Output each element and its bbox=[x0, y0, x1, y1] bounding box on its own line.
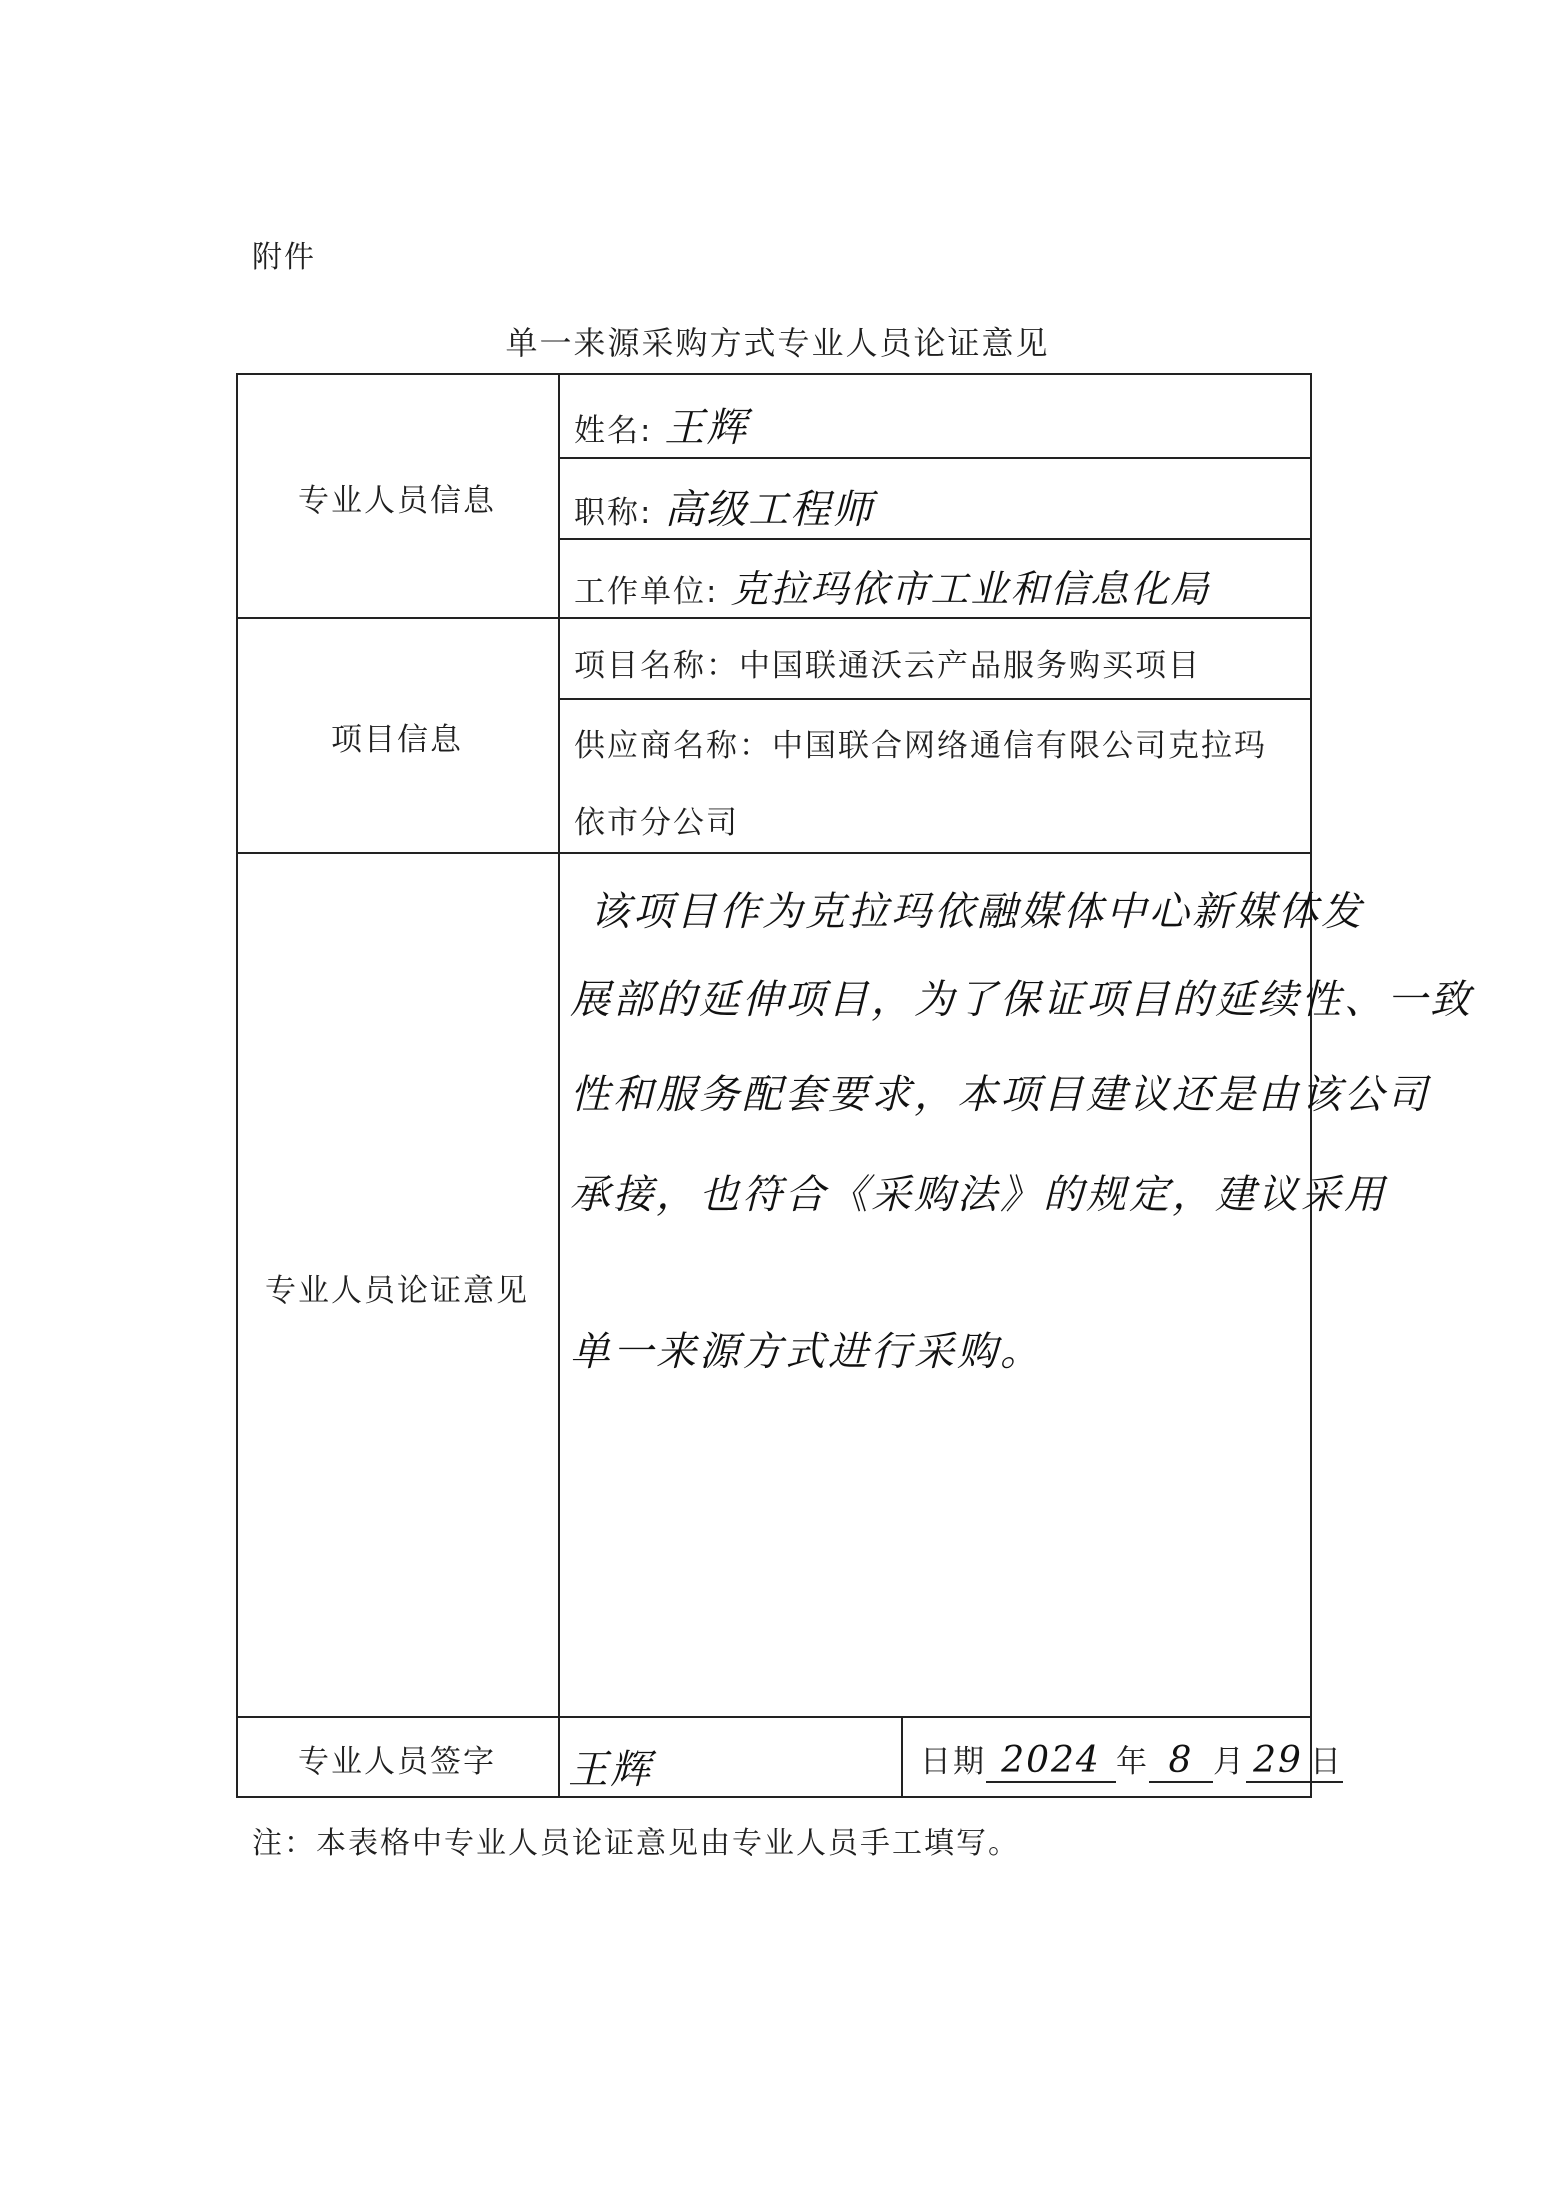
supplier-name-line2: 依市分公司 bbox=[574, 805, 739, 841]
opinion-line-3: 性和服务配套要求，本项目建议还是由该公司 bbox=[570, 1072, 1430, 1118]
section-divider-1 bbox=[236, 617, 1312, 619]
title-value: 高级工程师 bbox=[664, 487, 875, 533]
opinion-line-5: 单一来源方式进行采购。 bbox=[570, 1329, 1043, 1375]
employer-row bbox=[574, 558, 1210, 613]
project-info-label: 项目信息 bbox=[331, 722, 463, 758]
opinion-line-4: 承接，也符合《采购法》的规定，建议采用 bbox=[570, 1172, 1387, 1218]
employer-value: 克拉玛依市工业和信息化局 bbox=[730, 567, 1211, 611]
date-year-unit: 年 bbox=[1116, 1744, 1149, 1780]
name-value: 王辉 bbox=[664, 405, 749, 451]
supplier-name-line1: 供应商名称：中国联合网络通信有限公司克拉玛 bbox=[574, 728, 1267, 764]
attachment-label: 附件 bbox=[252, 240, 316, 275]
document-title: 单一来源采购方式专业人员论证意见 bbox=[505, 324, 1050, 362]
date-year: 2024 bbox=[986, 1740, 1116, 1783]
opinion-line-2: 展部的延伸项目，为了保证项目的延续性、一致 bbox=[570, 977, 1473, 1023]
signature-label: 专业人员签字 bbox=[298, 1744, 496, 1780]
date-day-unit: 日 bbox=[1310, 1736, 1343, 1783]
date-day: 29 bbox=[1246, 1740, 1310, 1783]
professional-info-label: 专业人员信息 bbox=[298, 483, 496, 519]
employer-label: 工作单位: bbox=[574, 574, 719, 610]
row-divider-name bbox=[558, 457, 1312, 459]
section-divider-2 bbox=[236, 852, 1312, 854]
table-border-top bbox=[236, 373, 1312, 375]
opinion-label: 专业人员论证意见 bbox=[265, 1273, 529, 1309]
name-label: 姓名: bbox=[574, 413, 653, 449]
date-label: 日期 bbox=[920, 1744, 986, 1780]
row-divider-title bbox=[558, 538, 1312, 540]
name-row bbox=[574, 396, 748, 453]
column-divider bbox=[558, 373, 560, 1798]
row-divider-project bbox=[558, 698, 1312, 700]
title-label: 职称: bbox=[574, 495, 653, 531]
date-month-unit: 月 bbox=[1213, 1744, 1246, 1780]
date-row bbox=[920, 1736, 1343, 1783]
opinion-line-1: 该项目作为克拉玛依融媒体中心新媒体发 bbox=[590, 889, 1364, 935]
title-row bbox=[574, 478, 874, 535]
project-name: 项目名称：中国联通沃云产品服务购买项目 bbox=[574, 648, 1201, 684]
signature-divider bbox=[901, 1716, 903, 1798]
table-border-left bbox=[236, 373, 238, 1798]
date-month: 8 bbox=[1149, 1740, 1213, 1783]
table-border-bottom bbox=[236, 1796, 1312, 1798]
signature-value: 王辉 bbox=[568, 1747, 652, 1793]
section-divider-3 bbox=[236, 1716, 1312, 1718]
footnote: 注：本表格中专业人员论证意见由专业人员手工填写。 bbox=[252, 1826, 1020, 1861]
